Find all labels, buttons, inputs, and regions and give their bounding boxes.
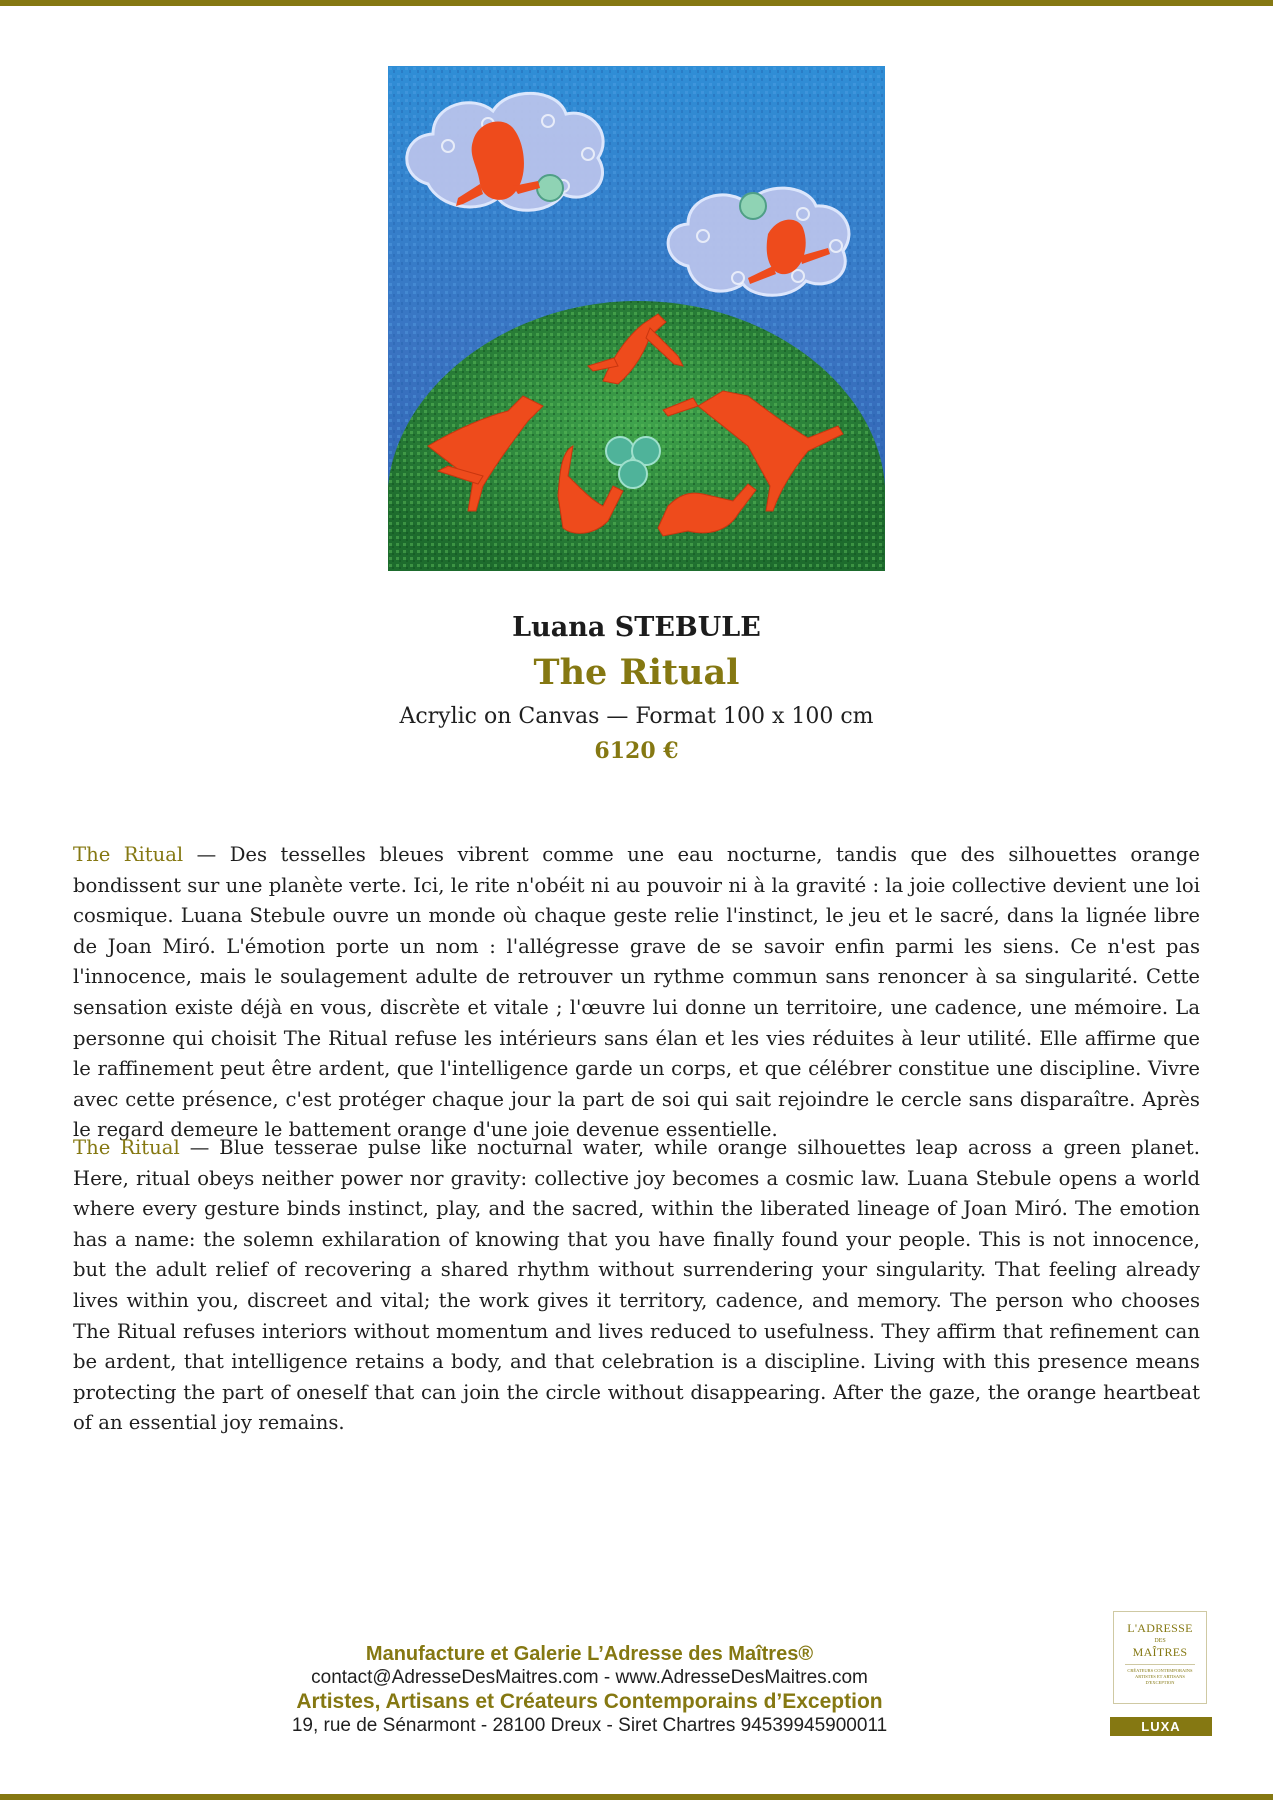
description-french	[73, 840, 1200, 1146]
description-lead: The Ritual	[73, 843, 184, 866]
contact-line[interactable]: contact@AdresseDesMaitres.com - www.AdresseDesMaitres.com	[311, 1667, 868, 1688]
description-english	[73, 1133, 1200, 1439]
gallery-logo	[1113, 1611, 1207, 1704]
description-text: — Des tesselles bleues vibrent comme une eau nocturne, tandis que des silhouettes orange bondissent sur une planète verte. Ici, le rite n'obéit ni au pouvoir ni à la gravité : la joie collective devient une loi cosmique. Luana Stebule ouvre un monde où chaque geste relie l'instinct, le jeu et le sacré, dans la lignée libre de Joan Miró. L'émotion porte un nom : l'allégresse grave de se savoir enfin parmi les siens. Ce n'est pas l'innocence, mais le soulagement adulte de retrouver un rythme commun sans renoncer à sa singularité. Cette sensation existe déjà en vous, discrète et vitale ; l'œuvre lui donne un territoire, une cadence, une mémoire. La personne qui choisit The Ritual refuse les intérieurs sans élan et les vies réduites à leur utilité. Elle affirme que le raffinement peut être ardent, que l'intelligence garde un corps, et que célébrer constitue une discipline. Vivre avec cette présence, c'est protéger chaque jour la part de soi qui sait rejoindre le cercle sans disparaître. Après le regard demeure le battement orange d'une joie devenue essentielle.	[73, 843, 1200, 1142]
logo-line-1: L'ADRESSE	[1127, 1621, 1193, 1635]
footer	[0, 1642, 1273, 1737]
gallery-tagline: Artistes, Artisans et Créateurs Contemporains d’Exception	[296, 1690, 883, 1713]
top-border	[0, 0, 1273, 6]
logo-line-2: DES	[1154, 1638, 1166, 1644]
gallery-name: Manufacture et Galerie L’Adresse des Maîtres®	[365, 1643, 814, 1665]
artwork-image	[388, 66, 885, 571]
bottom-border	[0, 1794, 1273, 1800]
artist-name: Luana STEBULE	[512, 612, 761, 643]
description-lead: The Ritual	[73, 1136, 180, 1159]
description-text: — Blue tesserae pulse like nocturnal water, while orange silhouettes leap across a green planet. Here, ritual obeys neither power nor gravity: collective joy becomes a cosmic law. Luana Stebule opens a world where every gesture binds instinct, play, and the sacred, within the liberated lineage of Joan Miró. The emotion has a name: the solemn exhilaration of knowing that you have finally found your people. This is not innocence, but the adult relief of recovering a shared rhythm without surrendering your singularity. That feeling already lives within you, discreet and vital; the work gives it territory, cadence, and memory. The person who chooses The Ritual refuses interiors without momentum and lives reduced to usefulness. They affirm that refinement can be ardent, that intelligence retains a body, and that celebration is a discipline. Living with this presence means protecting the part of oneself that can join the circle without disappearing. After the gaze, the orange heartbeat of an essential joy remains.	[73, 1136, 1200, 1435]
logo-line-4: CRÉATEURS CONTEMPORAINS ARTISTES ET ARTISANS D'EXCEPTION	[1127, 1668, 1193, 1685]
luxa-badge: LUXA	[1110, 1717, 1212, 1736]
price: 6120 €	[594, 738, 679, 764]
address-line: 19, rue de Sénarmont - 28100 Dreux - Siret Chartres 94539945900011	[291, 1715, 888, 1736]
artwork-title: The Ritual	[533, 652, 740, 693]
medium-format: Acrylic on Canvas — Format 100 x 100 cm	[399, 704, 874, 729]
logo-line-3: MAÎTRES	[1132, 1645, 1188, 1659]
logo-divider	[1125, 1664, 1195, 1665]
